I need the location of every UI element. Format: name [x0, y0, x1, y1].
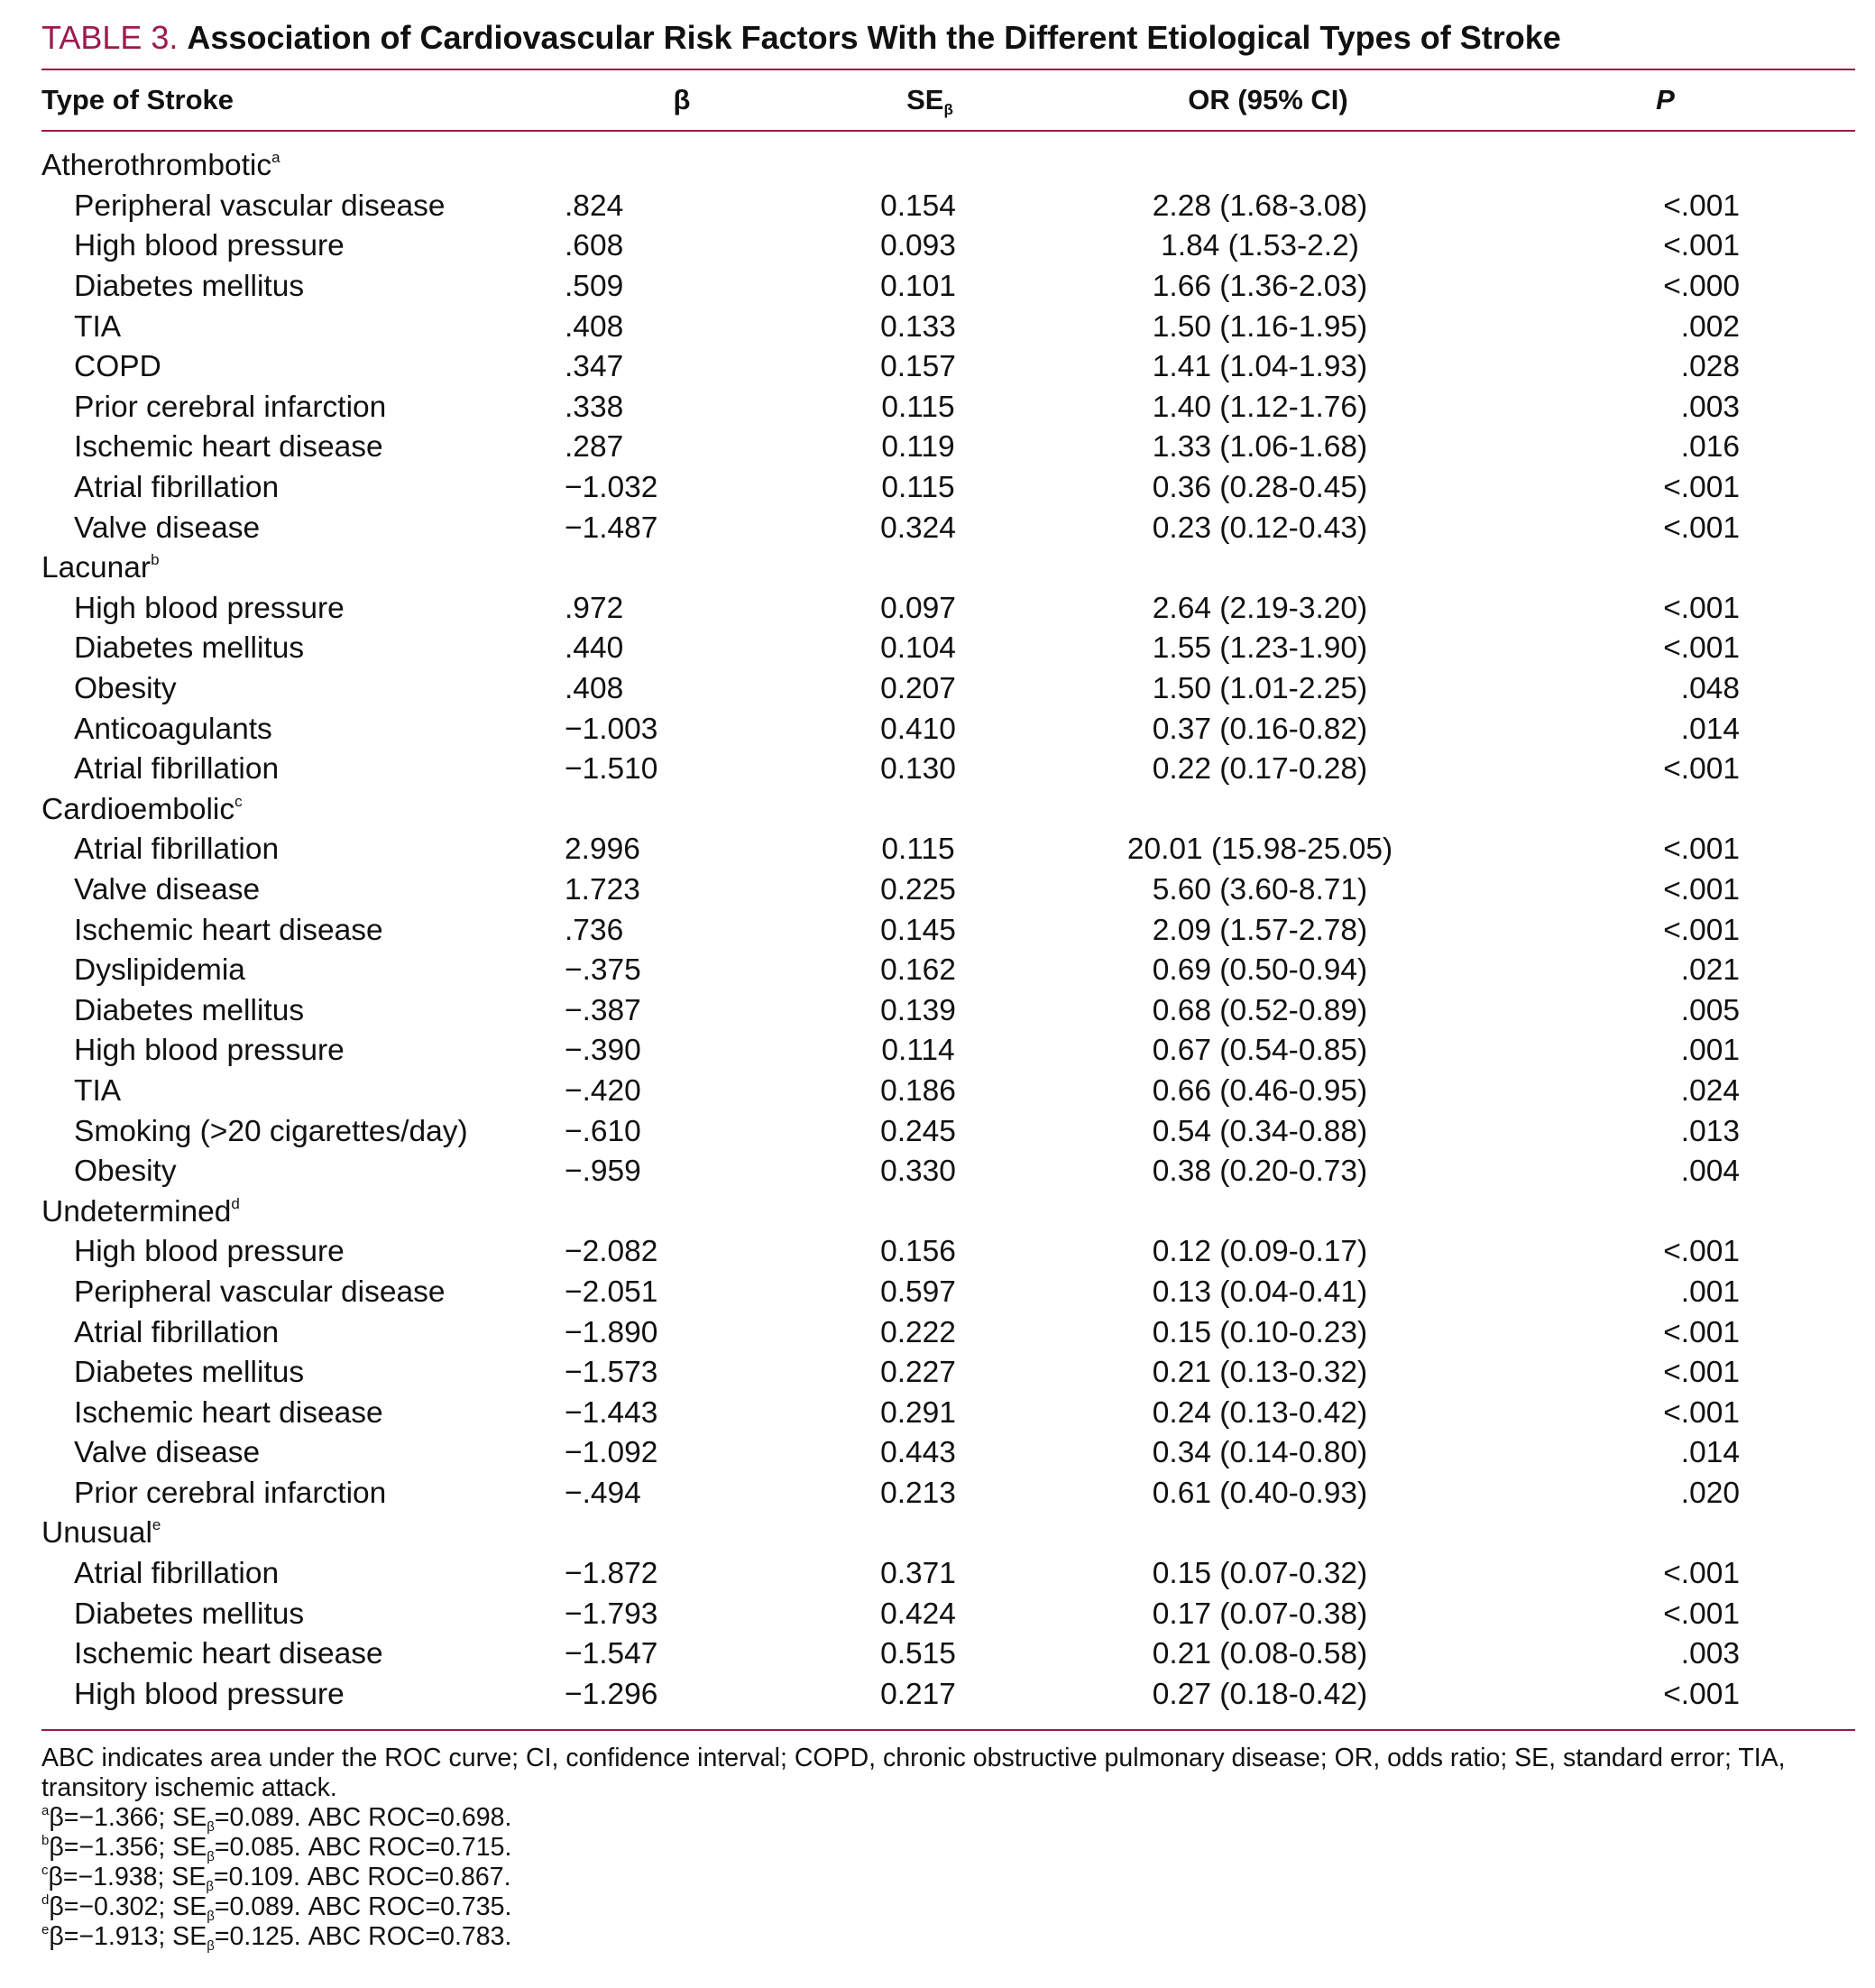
cell-or: 0.27 (0.18-0.42)	[1152, 1677, 1368, 1711]
cell-or: 20.01 (15.98-25.05)	[1126, 833, 1393, 867]
footnote-beta: β=−1.938; SE	[48, 1863, 207, 1892]
cell-p: <.001	[1663, 1395, 1740, 1430]
cell-factor: Peripheral vascular disease	[74, 1275, 446, 1309]
cell-or: 0.17 (0.07-0.38)	[1152, 1597, 1368, 1631]
cell-factor: Ischemic heart disease	[74, 1637, 383, 1671]
table-row	[41, 1393, 1855, 1433]
cell-se: 0.115	[881, 471, 955, 505]
cell-se: 0.515	[880, 1637, 956, 1671]
table-row	[41, 910, 1855, 951]
cell-p: <.001	[1663, 872, 1740, 907]
cell-p: .005	[1680, 993, 1740, 1027]
cell-beta: −1.443	[565, 1395, 658, 1430]
table-row	[41, 187, 1855, 227]
cell-factor: Ischemic heart disease	[74, 430, 383, 465]
abbrev-note: ABC indicates area under the ROC curve; CI, confidence interval; COPD, chronic obstructive pulmonary disease; OR, odds ratio; SE, standard error; TIA, transitory ischemic attack.	[41, 1744, 1786, 1803]
cell-factor: High blood pressure	[74, 229, 345, 263]
cell-se: 0.101	[880, 270, 956, 304]
cell-p: <.001	[1663, 511, 1740, 545]
footnote-beta: β=−0.302; SE	[49, 1892, 207, 1922]
cell-factor: TIA	[74, 1073, 122, 1108]
cell-or: 0.38 (0.20-0.73)	[1152, 1155, 1368, 1189]
section-note-mark: c	[234, 792, 243, 810]
table-row	[41, 951, 1855, 991]
footnote-beta: β=−1.366; SE	[49, 1803, 207, 1833]
cell-or: 0.34 (0.14-0.80)	[1152, 1436, 1368, 1470]
section-row	[41, 548, 1855, 589]
cell-p: .002	[1680, 309, 1740, 344]
cell-se: 0.213	[880, 1476, 956, 1510]
cell-beta: .440	[565, 631, 624, 666]
cell-or: 1.50 (1.01-2.25)	[1152, 672, 1368, 706]
cell-se: 0.139	[880, 993, 956, 1027]
section-row	[41, 1192, 1855, 1232]
cell-or: 0.68 (0.52-0.89)	[1152, 993, 1368, 1027]
cell-p: <.001	[1663, 631, 1740, 666]
cell-or: 0.24 (0.13-0.42)	[1152, 1395, 1368, 1430]
footnote	[41, 1892, 1855, 1925]
cell-or: 0.21 (0.13-0.32)	[1152, 1356, 1368, 1390]
footnote-rest: =0.085. ABC ROC=0.715.	[214, 1833, 512, 1863]
cell-factor: Atrial fibrillation	[74, 471, 280, 505]
cell-se: 0.410	[880, 712, 956, 746]
cell-se: 0.330	[880, 1155, 956, 1189]
cell-se: 0.291	[880, 1395, 956, 1430]
cell-beta: 1.723	[565, 872, 640, 907]
cell-factor: High blood pressure	[74, 591, 345, 625]
table-footnotes	[41, 1744, 1855, 1955]
cell-p: .024	[1680, 1073, 1740, 1108]
cell-or: 0.13 (0.04-0.41)	[1152, 1275, 1368, 1309]
cell-factor: Valve disease	[74, 872, 261, 907]
cell-p: <.001	[1663, 229, 1740, 263]
cell-beta: −1.793	[565, 1597, 658, 1631]
table-row	[41, 830, 1855, 870]
cell-se: 0.097	[880, 591, 956, 625]
cell-p: .020	[1680, 1476, 1740, 1510]
footnote-se-sub: β	[206, 1879, 214, 1895]
col-header-beta: β	[673, 84, 691, 115]
cell-se: 0.225	[880, 872, 956, 907]
cell-factor: Obesity	[74, 1155, 177, 1189]
table-title	[41, 13, 1855, 63]
footnote-rest: =0.109. ABC ROC=0.867.	[214, 1863, 511, 1892]
cell-beta: −1.890	[565, 1315, 658, 1349]
table-row	[41, 1312, 1855, 1353]
footnote-mark: e	[41, 1922, 50, 1938]
table-row	[41, 428, 1855, 468]
cell-p: .001	[1680, 1034, 1740, 1068]
cell-factor: Peripheral vascular disease	[74, 189, 446, 223]
footnote-se-sub: β	[207, 1849, 215, 1865]
cell-factor: Atrial fibrillation	[74, 1315, 280, 1349]
cell-p: <.001	[1663, 1356, 1740, 1390]
cell-p: <.001	[1663, 1235, 1740, 1269]
footnote-se-sub: β	[207, 1938, 215, 1955]
table-row	[41, 267, 1855, 308]
cell-se: 0.443	[880, 1436, 956, 1470]
cell-beta: −.420	[565, 1073, 641, 1108]
cell-or: 0.37 (0.16-0.82)	[1152, 712, 1368, 746]
cell-beta: −1.487	[565, 511, 658, 545]
cell-se: 0.245	[880, 1114, 956, 1148]
section-label: Lacunar	[41, 551, 152, 585]
table-row	[41, 709, 1855, 750]
cell-factor: Obesity	[74, 672, 177, 706]
table-row	[41, 226, 1855, 267]
section-name	[41, 790, 1855, 831]
table-row	[41, 347, 1855, 388]
cell-factor: Diabetes mellitus	[74, 993, 305, 1027]
footnote	[41, 1922, 1855, 1955]
cell-p: .004	[1680, 1155, 1740, 1189]
cell-se: 0.371	[880, 1557, 956, 1591]
col-header-se-sub: β	[943, 101, 953, 118]
cell-p: .021	[1680, 953, 1740, 988]
cell-p: <.000	[1663, 270, 1740, 304]
section-row	[41, 146, 1855, 187]
table-row	[41, 1111, 1855, 1152]
cell-or: 1.41 (1.04-1.93)	[1152, 350, 1368, 384]
cell-or: 2.28 (1.68-3.08)	[1152, 189, 1368, 223]
cell-or: 1.50 (1.16-1.95)	[1152, 309, 1368, 344]
table-row	[41, 1474, 1855, 1514]
cell-beta: −1.296	[565, 1677, 658, 1711]
cell-or: 1.33 (1.06-1.68)	[1152, 430, 1368, 465]
cell-beta: .608	[565, 229, 624, 263]
cell-factor: Diabetes mellitus	[74, 270, 305, 304]
cell-beta: .408	[565, 309, 624, 344]
cell-se: 0.157	[880, 350, 956, 384]
footnote-se-sub: β	[207, 1819, 215, 1836]
table-row	[41, 1031, 1855, 1072]
col-header-or: OR (95% CI)	[1188, 84, 1348, 115]
cell-se: 0.162	[880, 953, 956, 988]
section-label: Cardioembolic	[41, 792, 235, 826]
cell-beta: .509	[565, 270, 624, 304]
cell-or: 0.36 (0.28-0.45)	[1152, 471, 1368, 505]
col-header-type: Type of Stroke	[41, 84, 234, 115]
cell-se: 0.424	[880, 1597, 956, 1631]
cell-p: <.001	[1663, 1597, 1740, 1631]
cell-beta: −.494	[565, 1476, 641, 1510]
footnote-beta: β=−1.913; SE	[49, 1922, 207, 1952]
cell-p: .013	[1680, 1114, 1740, 1148]
cell-beta: −.390	[565, 1034, 641, 1068]
cell-factor: Smoking (>20 cigarettes/day)	[74, 1114, 468, 1148]
table-body	[41, 130, 1855, 1718]
section-name	[41, 1514, 1855, 1554]
footnote-mark: c	[41, 1863, 49, 1879]
cell-beta: .347	[565, 350, 624, 384]
table-row	[41, 1433, 1855, 1474]
cell-beta: −1.032	[565, 471, 658, 505]
cell-factor: High blood pressure	[74, 1235, 345, 1269]
cell-beta: −1.573	[565, 1356, 658, 1390]
cell-se: 0.207	[880, 672, 956, 706]
table-row	[41, 589, 1855, 630]
cell-factor: COPD	[74, 350, 161, 384]
cell-or: 0.67 (0.54-0.85)	[1152, 1034, 1368, 1068]
cell-or: 1.84 (1.53-2.2)	[1161, 229, 1359, 263]
table-row	[41, 1152, 1855, 1192]
table-row	[41, 750, 1855, 790]
section-label: Undetermined	[41, 1194, 232, 1229]
cell-se: 0.227	[880, 1356, 956, 1390]
cell-beta: −.387	[565, 993, 641, 1027]
section-label: Atherothrombotic	[41, 149, 272, 183]
cell-p: .016	[1680, 430, 1740, 465]
cell-beta: −.610	[565, 1114, 641, 1148]
table-row	[41, 1072, 1855, 1112]
cell-se: 0.133	[880, 309, 956, 344]
footnote-se-sub: β	[207, 1909, 215, 1925]
cell-p: .048	[1680, 672, 1740, 706]
cell-p: <.001	[1663, 189, 1740, 223]
cell-p: <.001	[1663, 833, 1740, 867]
cell-factor: Dyslipidemia	[74, 953, 245, 988]
cell-factor: Atrial fibrillation	[74, 833, 280, 867]
cell-factor: Atrial fibrillation	[74, 752, 280, 787]
table-row	[41, 870, 1855, 911]
col-header-p	[1475, 70, 1855, 130]
cell-or: 0.54 (0.34-0.88)	[1152, 1114, 1368, 1148]
cell-factor: High blood pressure	[74, 1677, 345, 1711]
cell-se: 0.597	[880, 1275, 956, 1309]
cell-beta: −.375	[565, 953, 641, 988]
cell-factor: Diabetes mellitus	[74, 1356, 305, 1390]
table-row	[41, 990, 1855, 1031]
table-row	[41, 307, 1855, 347]
cell-beta: −2.051	[565, 1275, 658, 1309]
col-header-p-label: P	[1656, 84, 1675, 115]
section-label: Unusual	[41, 1516, 152, 1551]
cell-p: <.001	[1663, 913, 1740, 947]
section-row	[41, 790, 1855, 831]
cell-or: 0.12 (0.09-0.17)	[1152, 1235, 1368, 1269]
footnote	[41, 1863, 1855, 1895]
cell-p: <.001	[1663, 1557, 1740, 1591]
cell-or: 2.64 (2.19-3.20)	[1152, 591, 1368, 625]
table-row	[41, 508, 1855, 548]
table-row	[41, 669, 1855, 710]
cell-p: .001	[1680, 1275, 1740, 1309]
cell-beta: −1.092	[565, 1436, 658, 1470]
cell-p: <.001	[1663, 471, 1740, 505]
table-row	[41, 1634, 1855, 1675]
cell-factor: Prior cerebral infarction	[74, 1476, 387, 1510]
cell-factor: Diabetes mellitus	[74, 1597, 305, 1631]
cell-se: 0.186	[880, 1073, 956, 1108]
cell-se: 0.115	[881, 390, 955, 424]
cell-or: 1.55 (1.23-1.90)	[1152, 631, 1368, 666]
table-row	[41, 468, 1855, 509]
cell-se: 0.130	[880, 752, 956, 787]
cell-beta: −1.547	[565, 1637, 658, 1671]
cell-se: 0.145	[880, 913, 956, 947]
cell-beta: −1.510	[565, 752, 658, 787]
cell-se: 0.119	[881, 430, 955, 465]
table-page	[41, 13, 1855, 1955]
cell-or: 5.60 (3.60-8.71)	[1152, 872, 1368, 907]
table-row	[41, 388, 1855, 428]
table-row	[41, 1594, 1855, 1634]
cell-or: 0.66 (0.46-0.95)	[1152, 1073, 1368, 1108]
cell-se: 0.324	[880, 511, 956, 545]
cell-se: 0.222	[880, 1315, 956, 1349]
cell-beta: .287	[565, 430, 624, 465]
cell-p: <.001	[1663, 1677, 1740, 1711]
section-name	[41, 146, 1855, 187]
cell-beta: −1.003	[565, 712, 658, 746]
table-row	[41, 1554, 1855, 1595]
cell-beta: −1.872	[565, 1557, 658, 1591]
cell-or: 1.66 (1.36-2.03)	[1152, 270, 1368, 304]
cell-p: <.001	[1663, 752, 1740, 787]
cell-p: .014	[1680, 1436, 1740, 1470]
cell-p: .003	[1680, 1637, 1740, 1671]
cell-factor: Valve disease	[74, 511, 261, 545]
cell-p: <.001	[1663, 591, 1740, 625]
cell-p: .014	[1680, 712, 1740, 746]
table-row	[41, 629, 1855, 669]
table-row	[41, 1675, 1855, 1716]
cell-se: 0.114	[881, 1034, 955, 1068]
footnote-mark: d	[41, 1892, 50, 1909]
cell-se: 0.115	[881, 833, 955, 867]
cell-beta: .408	[565, 672, 624, 706]
cell-or: 2.09 (1.57-2.78)	[1152, 913, 1368, 947]
cell-factor: Atrial fibrillation	[74, 1557, 280, 1591]
cell-p: .003	[1680, 390, 1740, 424]
section-note-mark: a	[271, 149, 280, 167]
cell-p: <.001	[1663, 1315, 1740, 1349]
cell-or: 0.61 (0.40-0.93)	[1152, 1476, 1368, 1510]
cell-se: 0.154	[880, 189, 956, 223]
bottom-rule	[41, 1729, 1855, 1731]
cell-p: .028	[1680, 350, 1740, 384]
cell-or: 0.15 (0.07-0.32)	[1152, 1557, 1368, 1591]
cell-factor: Diabetes mellitus	[74, 631, 305, 666]
cell-beta: −2.082	[565, 1235, 658, 1269]
cell-factor: TIA	[74, 309, 122, 344]
cell-beta: 2.996	[565, 833, 640, 867]
table-row	[41, 1273, 1855, 1313]
footnote	[41, 1803, 1855, 1836]
col-header-se-main: SE	[906, 84, 944, 115]
cell-beta: −.959	[565, 1155, 641, 1189]
table-caption: Association of Cardiovascular Risk Factors With the Different Etiological Types of Stroke	[187, 19, 1561, 56]
col-header-se	[799, 70, 1061, 130]
footnote-mark: a	[41, 1803, 50, 1819]
footnote-beta: β=−1.356; SE	[49, 1833, 207, 1863]
footnote-mark: b	[41, 1833, 50, 1849]
cell-or: 0.15 (0.10-0.23)	[1152, 1315, 1368, 1349]
cell-or: 0.23 (0.12-0.43)	[1152, 511, 1368, 545]
cell-se: 0.217	[880, 1677, 956, 1711]
cell-factor: Prior cerebral infarction	[74, 390, 387, 424]
section-name	[41, 1192, 1855, 1232]
table-row	[41, 1353, 1855, 1394]
cell-beta: .972	[565, 591, 624, 625]
footnote-list	[41, 1803, 1855, 1955]
table-label: TABLE 3.	[41, 19, 179, 56]
cell-or: 0.21 (0.08-0.58)	[1152, 1637, 1368, 1671]
cell-or: 0.69 (0.50-0.94)	[1152, 953, 1368, 988]
cell-beta: .824	[565, 189, 624, 223]
section-note-mark: b	[151, 551, 160, 569]
cell-se: 0.093	[880, 229, 956, 263]
header-row	[41, 70, 1855, 130]
section-note-mark: d	[231, 1194, 240, 1212]
table-row	[41, 1232, 1855, 1273]
stroke-risk-table	[41, 70, 1855, 1718]
cell-or: 1.40 (1.12-1.76)	[1152, 390, 1368, 424]
footnote-rest: =0.089. ABC ROC=0.698.	[214, 1803, 512, 1833]
footnote	[41, 1833, 1855, 1863]
section-name	[41, 548, 1855, 589]
cell-factor: High blood pressure	[74, 1034, 345, 1068]
cell-se: 0.104	[880, 631, 956, 666]
footnote-rest: =0.125. ABC ROC=0.783.	[214, 1922, 512, 1952]
cell-beta: .736	[565, 913, 624, 947]
cell-factor: Ischemic heart disease	[74, 913, 383, 947]
cell-factor: Ischemic heart disease	[74, 1395, 383, 1430]
section-note-mark: e	[152, 1516, 161, 1534]
cell-factor: Anticoagulants	[74, 712, 272, 746]
footnote-rest: =0.089. ABC ROC=0.735.	[214, 1892, 512, 1922]
cell-se: 0.156	[880, 1235, 956, 1269]
cell-factor: Valve disease	[74, 1436, 261, 1470]
section-row	[41, 1514, 1855, 1554]
cell-or: 0.22 (0.17-0.28)	[1152, 752, 1368, 787]
cell-beta: .338	[565, 390, 624, 424]
